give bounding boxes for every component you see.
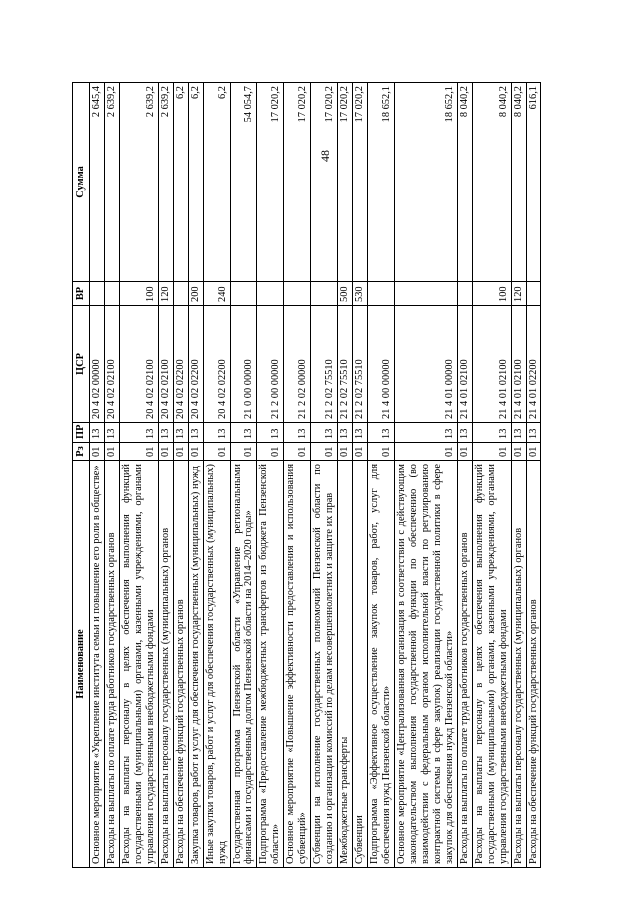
table-header (73, 83, 90, 868)
table-row (511, 83, 526, 868)
cell-rz: 01 (203, 443, 230, 461)
table-row (526, 83, 541, 868)
table-row (457, 83, 472, 868)
cell-pr: 13 (158, 423, 173, 443)
table-row (284, 83, 311, 868)
cell-pr: 13 (284, 423, 311, 443)
table-body (90, 83, 541, 868)
cell-rz: 01 (173, 443, 188, 461)
cell-rz: 01 (526, 443, 541, 461)
page-number: 48 (318, 150, 332, 162)
header-csr: ЦСР (73, 306, 90, 423)
cell-csr: 21 2 00 00000 (257, 306, 284, 423)
cell-rz: 01 (90, 443, 105, 461)
rotated-table-container (72, 83, 541, 868)
cell-pr: 13 (511, 423, 526, 443)
cell-pr: 13 (230, 423, 257, 443)
cell-name: Расходы на выплаты по оплате труда работников государственных органов (104, 461, 119, 868)
cell-vr (311, 282, 338, 306)
cell-pr: 13 (104, 423, 119, 443)
table-row (353, 83, 368, 868)
cell-rz: 01 (511, 443, 526, 461)
cell-pr: 13 (368, 423, 395, 443)
cell-rz: 01 (257, 443, 284, 461)
cell-pr: 13 (526, 423, 541, 443)
cell-sum: 17 020,2 (284, 83, 311, 282)
cell-pr: 13 (188, 423, 203, 443)
cell-vr (257, 282, 284, 306)
cell-vr: 100 (119, 282, 158, 306)
cell-vr (368, 282, 395, 306)
cell-name: Подпрограмма «Эффективное осуществление закупок товаров, работ, услуг для обеспечения нужд Пензенской области» (368, 461, 395, 868)
cell-rz: 01 (230, 443, 257, 461)
cell-vr: 120 (158, 282, 173, 306)
cell-rz: 01 (311, 443, 338, 461)
cell-sum: 616,1 (526, 83, 541, 282)
cell-csr: 21 4 01 02100 (511, 306, 526, 423)
cell-sum: 8 040,2 (472, 83, 511, 282)
cell-sum: 2 645,4 (90, 83, 105, 282)
table-row (173, 83, 188, 868)
cell-pr: 13 (394, 423, 457, 443)
cell-sum: 17 020,2 (257, 83, 284, 282)
cell-vr (394, 282, 457, 306)
cell-csr: 21 4 01 02100 (472, 306, 511, 423)
cell-pr: 13 (472, 423, 511, 443)
cell-sum: 17 020,2 (353, 83, 368, 282)
cell-vr: 100 (472, 282, 511, 306)
cell-rz: 01 (353, 443, 368, 461)
cell-rz: 01 (368, 443, 395, 461)
cell-vr (230, 282, 257, 306)
header-vr: ВР (73, 282, 90, 306)
table-row (368, 83, 395, 868)
header-row (73, 83, 90, 868)
cell-vr (457, 282, 472, 306)
cell-pr: 13 (257, 423, 284, 443)
cell-vr (104, 282, 119, 306)
cell-pr: 13 (353, 423, 368, 443)
table-row (230, 83, 257, 868)
cell-csr: 21 2 02 75510 (311, 306, 338, 423)
cell-name: Государственная программа Пензенской области «Управление региональными финансами и государственным долгом Пензенской области на 2014–2020 годы» (230, 461, 257, 868)
cell-pr: 13 (119, 423, 158, 443)
cell-sum: 17 020,2 (338, 83, 353, 282)
cell-rz: 01 (119, 443, 158, 461)
cell-rz: 01 (338, 443, 353, 461)
cell-sum: 8 040,2 (457, 83, 472, 282)
header-pr: ПР (73, 423, 90, 443)
cell-name: Расходы на выплаты персоналу государственных (муниципальных) органов (158, 461, 173, 868)
cell-csr: 20 4 02 02200 (188, 306, 203, 423)
cell-name: Иные закупки товаров, работ и услуг для обеспечения государственных (муниципальных) нужд (203, 461, 230, 868)
table-row (472, 83, 511, 868)
cell-csr: 21 2 02 75510 (353, 306, 368, 423)
cell-name: Межбюджетные трансферты (338, 461, 353, 868)
header-rz: Рз (73, 443, 90, 461)
cell-name: Основное мероприятие «Централизованная организация в соответствии с действующим законодательством выполнения государственной функции по обеспечению (во взаимодействии с федеральным органом исполнительной власти по регулированию контрактной системы в сфере закупок) реализации государственной политики в сфере закупок для обеспечения нужд Пензенской области» (394, 461, 457, 868)
cell-name: Субвенции (353, 461, 368, 868)
cell-csr: 20 4 02 00000 (90, 306, 105, 423)
cell-name: Расходы на выплаты персоналу в целях обеспечения выполнения функций государственными (муниципальными) органами, казенными учреждениями, органами управления государственными внебюджетными фондами (119, 461, 158, 868)
cell-name: Расходы на обеспечение функций государственных органов (173, 461, 188, 868)
cell-vr: 120 (511, 282, 526, 306)
cell-name: Основное мероприятие «Укрепление института семьи и повышение его роли в обществе» (90, 461, 105, 868)
cell-name: Расходы на обеспечение функций государственных органов (526, 461, 541, 868)
cell-vr: 200 (188, 282, 203, 306)
header-name: Наименование (73, 461, 90, 868)
table-row (257, 83, 284, 868)
cell-csr: 20 4 02 02200 (203, 306, 230, 423)
cell-sum: 6,2 (173, 83, 188, 282)
cell-rz: 01 (104, 443, 119, 461)
table-row (203, 83, 230, 868)
cell-rz: 01 (284, 443, 311, 461)
cell-vr (526, 282, 541, 306)
cell-vr: 240 (203, 282, 230, 306)
cell-csr: 21 4 01 02200 (526, 306, 541, 423)
table-row (119, 83, 158, 868)
cell-sum: 54 054,7 (230, 83, 257, 282)
header-sum: Сумма (73, 83, 90, 282)
table-row (311, 83, 338, 868)
cell-sum: 17 020,2 (311, 83, 338, 282)
cell-csr: 20 4 02 02100 (158, 306, 173, 423)
cell-vr (284, 282, 311, 306)
budget-table (72, 82, 541, 868)
cell-name: Расходы на выплаты по оплате труда работников государственных органов (457, 461, 472, 868)
cell-rz: 01 (188, 443, 203, 461)
cell-vr (90, 282, 105, 306)
cell-csr: 21 4 01 00000 (394, 306, 457, 423)
cell-name: Субвенции на исполнение государственных полномочий Пензенской области по созданию и организации комиссий по делам несовершеннолетних и защите их прав (311, 461, 338, 868)
cell-sum: 6,2 (188, 83, 203, 282)
cell-csr: 21 4 00 00000 (368, 306, 395, 423)
cell-csr: 21 2 02 00000 (284, 306, 311, 423)
cell-csr: 21 0 00 00000 (230, 306, 257, 423)
cell-pr: 13 (457, 423, 472, 443)
cell-sum: 18 652,1 (368, 83, 395, 282)
cell-csr: 21 2 02 75510 (338, 306, 353, 423)
cell-sum: 2 639,2 (119, 83, 158, 282)
cell-vr (173, 282, 188, 306)
cell-vr: 500 (338, 282, 353, 306)
cell-rz: 01 (158, 443, 173, 461)
cell-sum: 6,2 (203, 83, 230, 282)
cell-name: Подпрограмма «Предоставление межбюджетных трансфертов из бюджета Пензенской области» (257, 461, 284, 868)
table-row (338, 83, 353, 868)
cell-sum: 18 652,1 (394, 83, 457, 282)
cell-rz: 01 (472, 443, 511, 461)
table-row (90, 83, 105, 868)
cell-csr: 20 4 02 02100 (119, 306, 158, 423)
cell-pr: 13 (173, 423, 188, 443)
table-row (394, 83, 457, 868)
cell-vr: 530 (353, 282, 368, 306)
cell-pr: 13 (338, 423, 353, 443)
cell-pr: 13 (203, 423, 230, 443)
cell-csr: 21 4 01 02100 (457, 306, 472, 423)
cell-name: Расходы на выплаты персоналу в целях обеспечения выполнения функций государственными (муниципальными) органами, казенными учреждениями, органами управления государственными внебюджетными фондами (472, 461, 511, 868)
cell-csr: 20 4 02 02100 (104, 306, 119, 423)
cell-name: Закупка товаров, работ и услуг для обеспечения государственных (муниципальных) нужд (188, 461, 203, 868)
cell-rz: 01 (457, 443, 472, 461)
cell-name: Расходы на выплаты персоналу государственных (муниципальных) органов (511, 461, 526, 868)
cell-csr: 20 4 02 02200 (173, 306, 188, 423)
cell-sum: 2 639,2 (104, 83, 119, 282)
cell-name: Основное мероприятие «Повышение эффективности предоставления и использования субвенций» (284, 461, 311, 868)
cell-pr: 13 (90, 423, 105, 443)
table-row (104, 83, 119, 868)
table-row (188, 83, 203, 868)
cell-sum: 2 639,2 (158, 83, 173, 282)
cell-sum: 8 040,2 (511, 83, 526, 282)
table-row (158, 83, 173, 868)
cell-pr: 13 (311, 423, 338, 443)
cell-rz: 01 (394, 443, 457, 461)
